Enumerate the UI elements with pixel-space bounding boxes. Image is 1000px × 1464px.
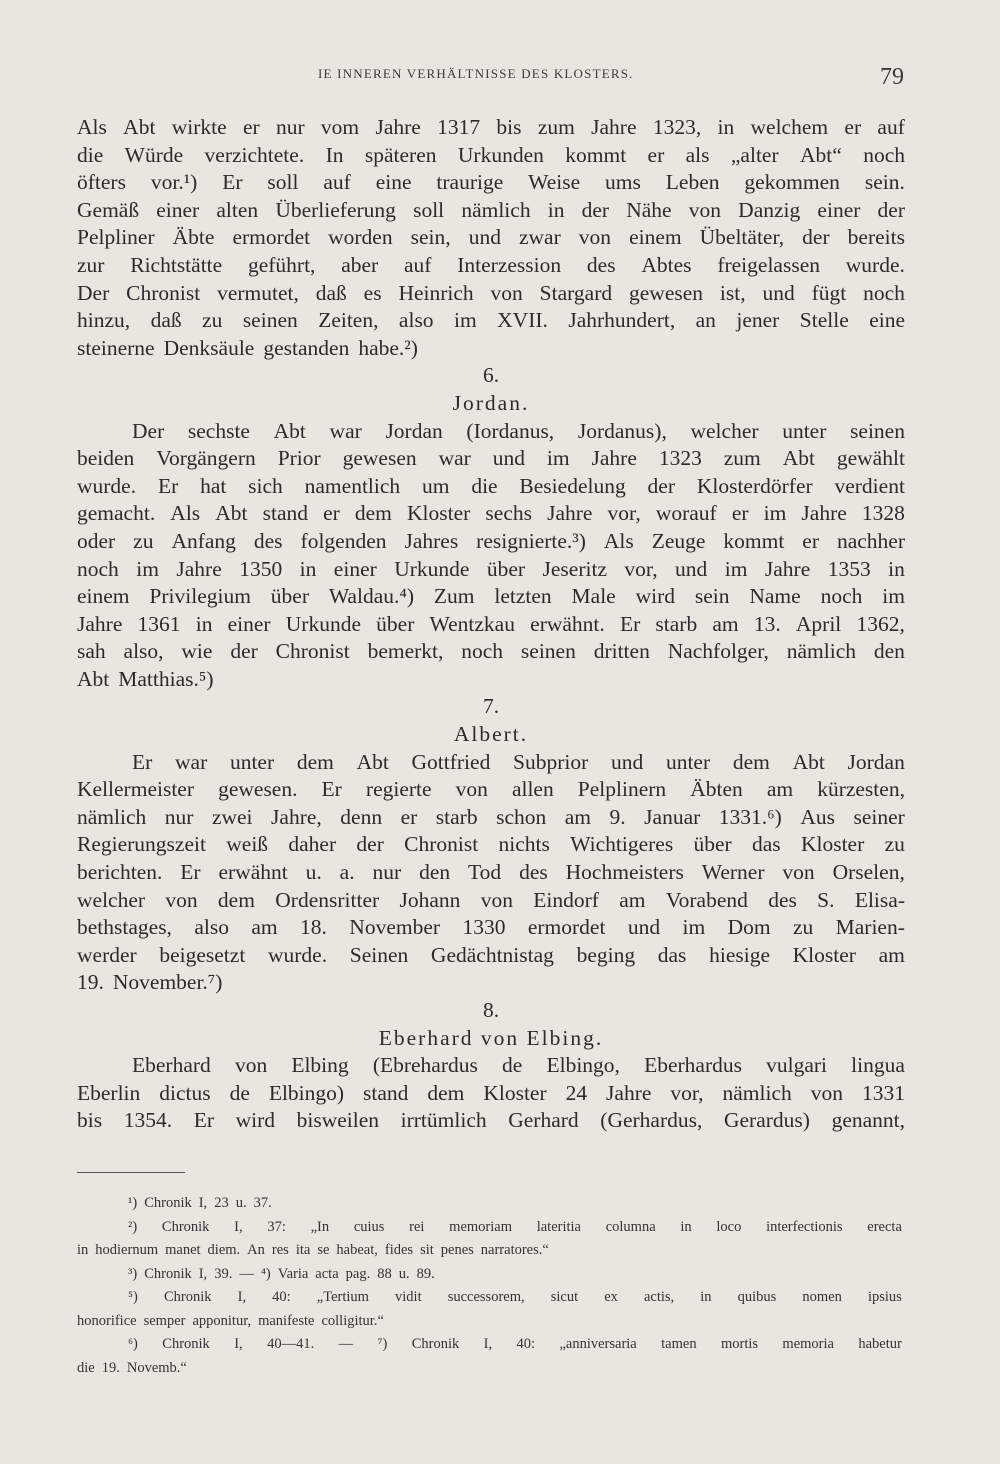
text-line: Jahre 1361 in einer Urkunde über Wentzkau erwähnt. Er starb am 13. April 1362,	[77, 611, 905, 636]
text-line: wurde. Er hat sich namentlich um die Besiedelung der Klosterdörfer verdient	[77, 473, 905, 498]
text-line: werder beigesetzt wurde. Seinen Gedächtnistag beging das hiesige Kloster am	[77, 942, 905, 967]
text-line: sah also, wie der Chronist bemerkt, noch seinen dritten Nachfolger, nämlich den	[77, 639, 905, 664]
text-line: beiden Vorgängern Prior gewesen war und im Jahre 1323 zum Abt gewählt	[77, 446, 905, 471]
text-line: Eberhard von Elbing (Ebrehardus de Elbingo, Eberhardus vulgari lingua	[132, 1053, 905, 1078]
section-number: 6.	[482, 363, 500, 388]
text-line: bis 1354. Er wird bisweilen irrtümlich Gerhard (Gerhardus, Gerardus) genannt,	[77, 1108, 905, 1133]
text-line: steinerne Denksäule gestanden habe.²)	[77, 335, 418, 360]
text-line: nämlich nur zwei Jahre, denn er starb schon am 9. Januar 1331.⁶) Aus seiner	[77, 804, 905, 829]
text-line: öfters vor.¹) Er soll auf eine traurige Weise ums Leben gekommen sein.	[77, 170, 905, 195]
text-line: Er war unter dem Abt Gottfried Subprior und unter dem Abt Jordan	[132, 749, 905, 774]
page-number: 79	[880, 64, 904, 90]
text-line: Kellermeister gewesen. Er regierte von allen Pelplinern Äbten am kürzesten,	[77, 777, 905, 802]
text-line: 19. November.⁷)	[77, 970, 223, 995]
footnote-line: ²) Chronik I, 37: „In cuius rei memoriam lateritia columna in loco interfectionis erecta	[128, 1218, 902, 1235]
footnote-line: in hodiernum manet diem. An res ita se habeat, fides sit penes narratores.“	[77, 1242, 549, 1258]
footnote-line: die 19. Novemb.“	[77, 1359, 187, 1376]
footnotes	[77, 1192, 902, 1380]
section-title: Albert.	[453, 722, 529, 747]
text-line: bethstages, also am 18. November 1330 ermordet und im Dom zu Marien-	[77, 915, 905, 940]
text-line: Eberlin dictus de Elbingo) stand dem Kloster 24 Jahre vor, nämlich von 1331	[77, 1080, 905, 1105]
footnote-line: ⁵) Chronik I, 40: „Tertium vidit successorem, sicut ex actis, in quibus nomen ipsius	[128, 1289, 902, 1305]
footnote-line: ³) Chronik I, 39. — ⁴) Varia acta pag. 88 u. 89.	[128, 1265, 435, 1282]
text-line: berichten. Er erwähnt u. a. nur den Tod des Hochmeisters Werner von Orselen,	[77, 860, 905, 885]
section-number: 7.	[482, 694, 500, 719]
text-line: Regierungszeit weiß daher der Chronist nichts Wichtigeres über das Kloster zu	[77, 832, 905, 857]
text-line: Der sechste Abt war Jordan (Iordanus, Jordanus), welcher unter seinen	[132, 418, 905, 443]
section-title: Eberhard von Elbing.	[378, 1025, 604, 1050]
footnote-line: ⁶) Chronik I, 40—41. — ⁷) Chronik I, 40: „anniversaria tamen mortis memoria habetur	[128, 1336, 902, 1352]
text-line: Pelpliner Äbte ermordet worden sein, und zwar von einem Übeltäter, der bereits	[77, 225, 905, 250]
footnote-line: ¹) Chronik I, 23 u. 37.	[128, 1195, 272, 1211]
text-line: Als Abt wirkte er nur vom Jahre 1317 bis zum Jahre 1323, in welchem er auf	[77, 115, 905, 139]
text-line: noch im Jahre 1350 in einer Urkunde über Jeseritz vor, und im Jahre 1353 in	[77, 556, 905, 581]
text-line: Gemäß einer alten Überlieferung soll nämlich in der Nähe von Danzig einer der	[77, 197, 905, 222]
section-number: 8.	[482, 998, 500, 1022]
text-line: Der Chronist vermutet, daß es Heinrich von Stargard gewesen ist, und fügt noch	[77, 280, 905, 305]
text-line: einem Privilegium über Waldau.⁴) Zum letzten Male wird sein Name noch im	[77, 584, 905, 609]
text-line: zur Richtstätte geführt, aber auf Interzession des Abtes freigelassen wurde.	[77, 252, 905, 277]
text-line: oder zu Anfang des folgenden Jahres resignierte.³) Als Zeuge kommt er nachher	[77, 528, 905, 553]
main-text	[77, 114, 905, 1135]
text-line: Abt Matthias.⁵)	[77, 666, 214, 691]
running-header: IE INNEREN VERHÄLTNISSE DES KLOSTERS.	[318, 66, 634, 81]
text-line: die Würde verzichtete. In späteren Urkunden kommt er als „alter Abt“ noch	[77, 142, 905, 167]
footnote-line: honorifice semper apponitur, manifeste colligitur.“	[77, 1312, 384, 1329]
section-title: Jordan.	[452, 390, 530, 415]
text-line: gemacht. Als Abt stand er dem Kloster sechs Jahre vor, worauf er im Jahre 1328	[77, 501, 905, 526]
text-line: hinzu, daß zu seinen Zeiten, also im XVII. Jahrhundert, an jener Stelle eine	[77, 308, 905, 333]
text-line: welcher von dem Ordensritter Johann von Eindorf am Vorabend des S. Elisa-	[77, 887, 905, 912]
footnote-divider	[77, 1172, 185, 1173]
